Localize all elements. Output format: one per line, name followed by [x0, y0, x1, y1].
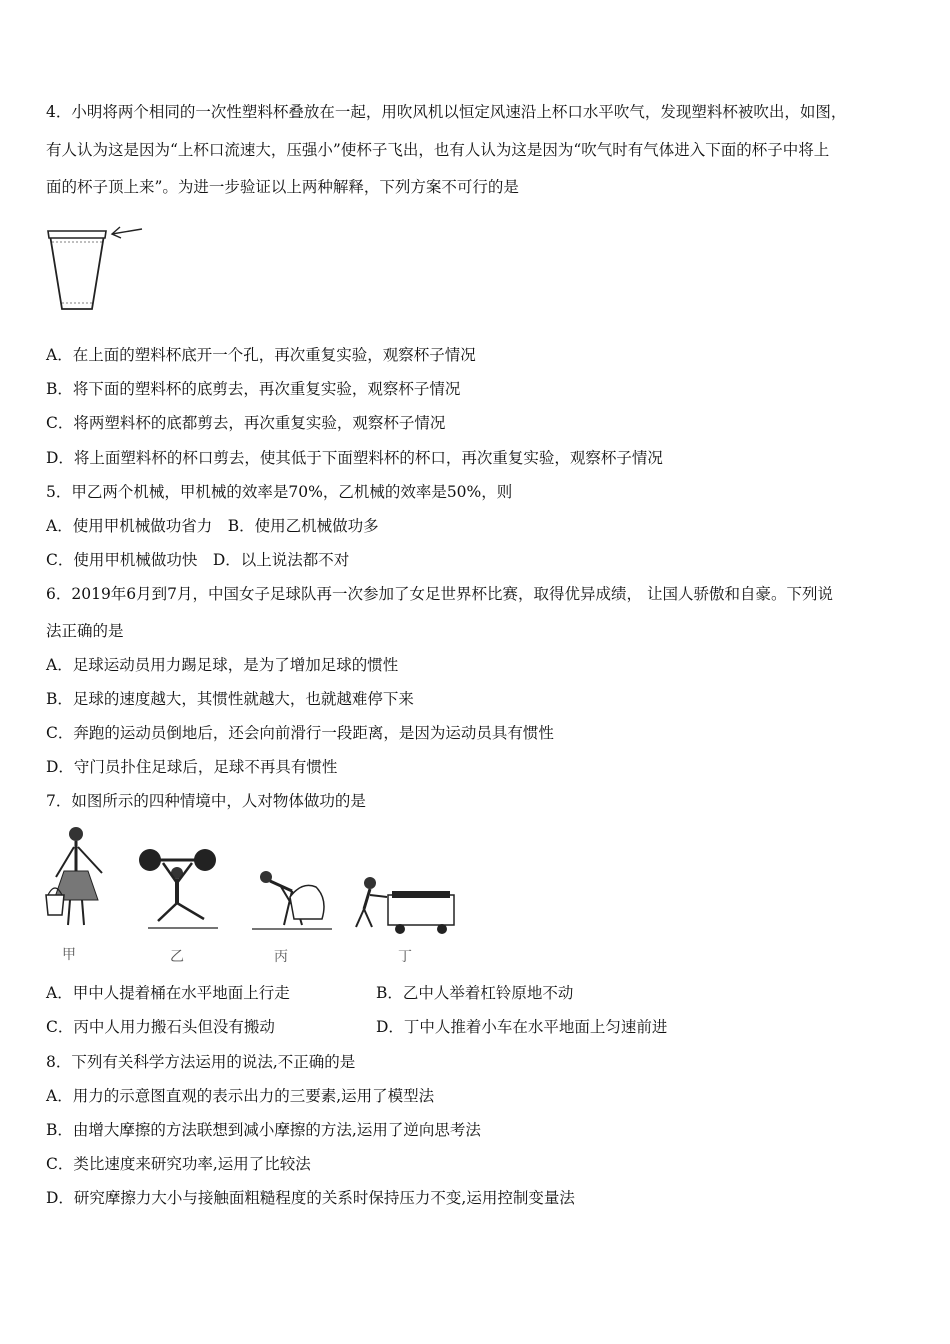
q5-stem: 5．甲乙两个机械，甲机械的效率是70%，乙机械的效率是50%，则 — [46, 483, 513, 501]
figure-ding-cart-pusher — [356, 877, 454, 934]
q4-option-a: A．在上面的塑料杯底开一个孔，再次重复实验，观察杯子情况 — [46, 346, 476, 364]
q7-stem: 7．如图所示的四种情境中，人对物体做功的是 — [46, 792, 366, 810]
q8-option-b: B．由增大摩擦的方法联想到减小摩擦的方法,运用了逆向思考法 — [46, 1121, 481, 1139]
q4-stem-line-1: 4．小明将两个相同的一次性塑料杯叠放在一起，用吹风机以恒定风速沿上杯口水平吹气，发现塑料杯被吹出，如图， — [46, 103, 847, 121]
four-situations-figure — [40, 825, 460, 940]
q6-stem-line-2: 法正确的是 — [46, 622, 124, 640]
q7-option-d: D．丁中人推着小车在水平地面上匀速前进 — [376, 1018, 668, 1036]
q6-stem-line-1: 6．2019年6月到7月，中国女子足球队再一次参加了女足世界杯比赛，取得优异成绩， 让国人骄傲和自豪。下列说 — [46, 585, 833, 603]
q7-option-c: C．丙中人用力搬石头但没有搬动 — [46, 1018, 275, 1036]
lower-cup — [50, 235, 104, 309]
q8-option-d: D．研究摩擦力大小与接触面粗糙程度的关系时保持压力不变,运用控制变量法 — [46, 1189, 575, 1207]
figure-bing-stone-pusher — [252, 871, 332, 929]
q7-option-a: A．甲中人提着桶在水平地面上行走 — [46, 984, 290, 1002]
q8-stem: 8．下列有关科学方法运用的说法,不正确的是 — [46, 1053, 356, 1071]
q6-option-a: A．足球运动员用力踢足球，是为了增加足球的惯性 — [46, 656, 399, 674]
q4-option-c: C．将两塑料杯的底都剪去，再次重复实验，观察杯子情况 — [46, 414, 446, 432]
q6-option-c: C．奔跑的运动员倒地后，还会向前滑行一段距离，是因为运动员具有惯性 — [46, 724, 554, 742]
figure-label-bing: 丙 — [274, 949, 288, 965]
stacked-cups-figure — [44, 222, 154, 318]
figure-label-jia: 甲 — [62, 947, 76, 963]
q5-options-ab: A．使用甲机械做功省力 B．使用乙机械做功多 — [46, 517, 379, 535]
q6-option-d: D．守门员扑住足球后，足球不再具有惯性 — [46, 758, 338, 776]
q5-options-cd: C．使用甲机械做功快 D．以上说法都不对 — [46, 551, 350, 569]
q8-option-c: C．类比速度来研究功率,运用了比较法 — [46, 1155, 311, 1173]
q4-option-b: B．将下面的塑料杯的底剪去，再次重复实验，观察杯子情况 — [46, 380, 461, 398]
figure-label-yi: 乙 — [170, 949, 184, 965]
q4-stem-line-2: 有人认为这是因为“上杯口流速大，压强小”使杯子飞出，也有人认为这是因为“吹气时有气体进入下面的杯子中将上 — [46, 141, 830, 159]
figure-label-ding: 丁 — [398, 949, 412, 965]
q6-option-b: B．足球的速度越大，其惯性就越大，也就越难停下来 — [46, 690, 414, 708]
q4-option-d: D．将上面塑料杯的杯口剪去，使其低于下面塑料杯的杯口，再次重复实验，观察杯子情况 — [46, 449, 663, 467]
q4-stem-line-3: 面的杯子顶上来”。为进一步验证以上两种解释，下列方案不可行的是 — [46, 178, 519, 196]
figure-yi-weightlifter — [139, 849, 218, 928]
q7-option-b: B．乙中人举着杠铃原地不动 — [376, 984, 574, 1002]
upper-cup-rim — [48, 231, 106, 238]
figure-jia-bucket-carrier — [46, 827, 102, 925]
q8-option-a: A．用力的示意图直观的表示出力的三要素,运用了模型法 — [46, 1087, 435, 1105]
